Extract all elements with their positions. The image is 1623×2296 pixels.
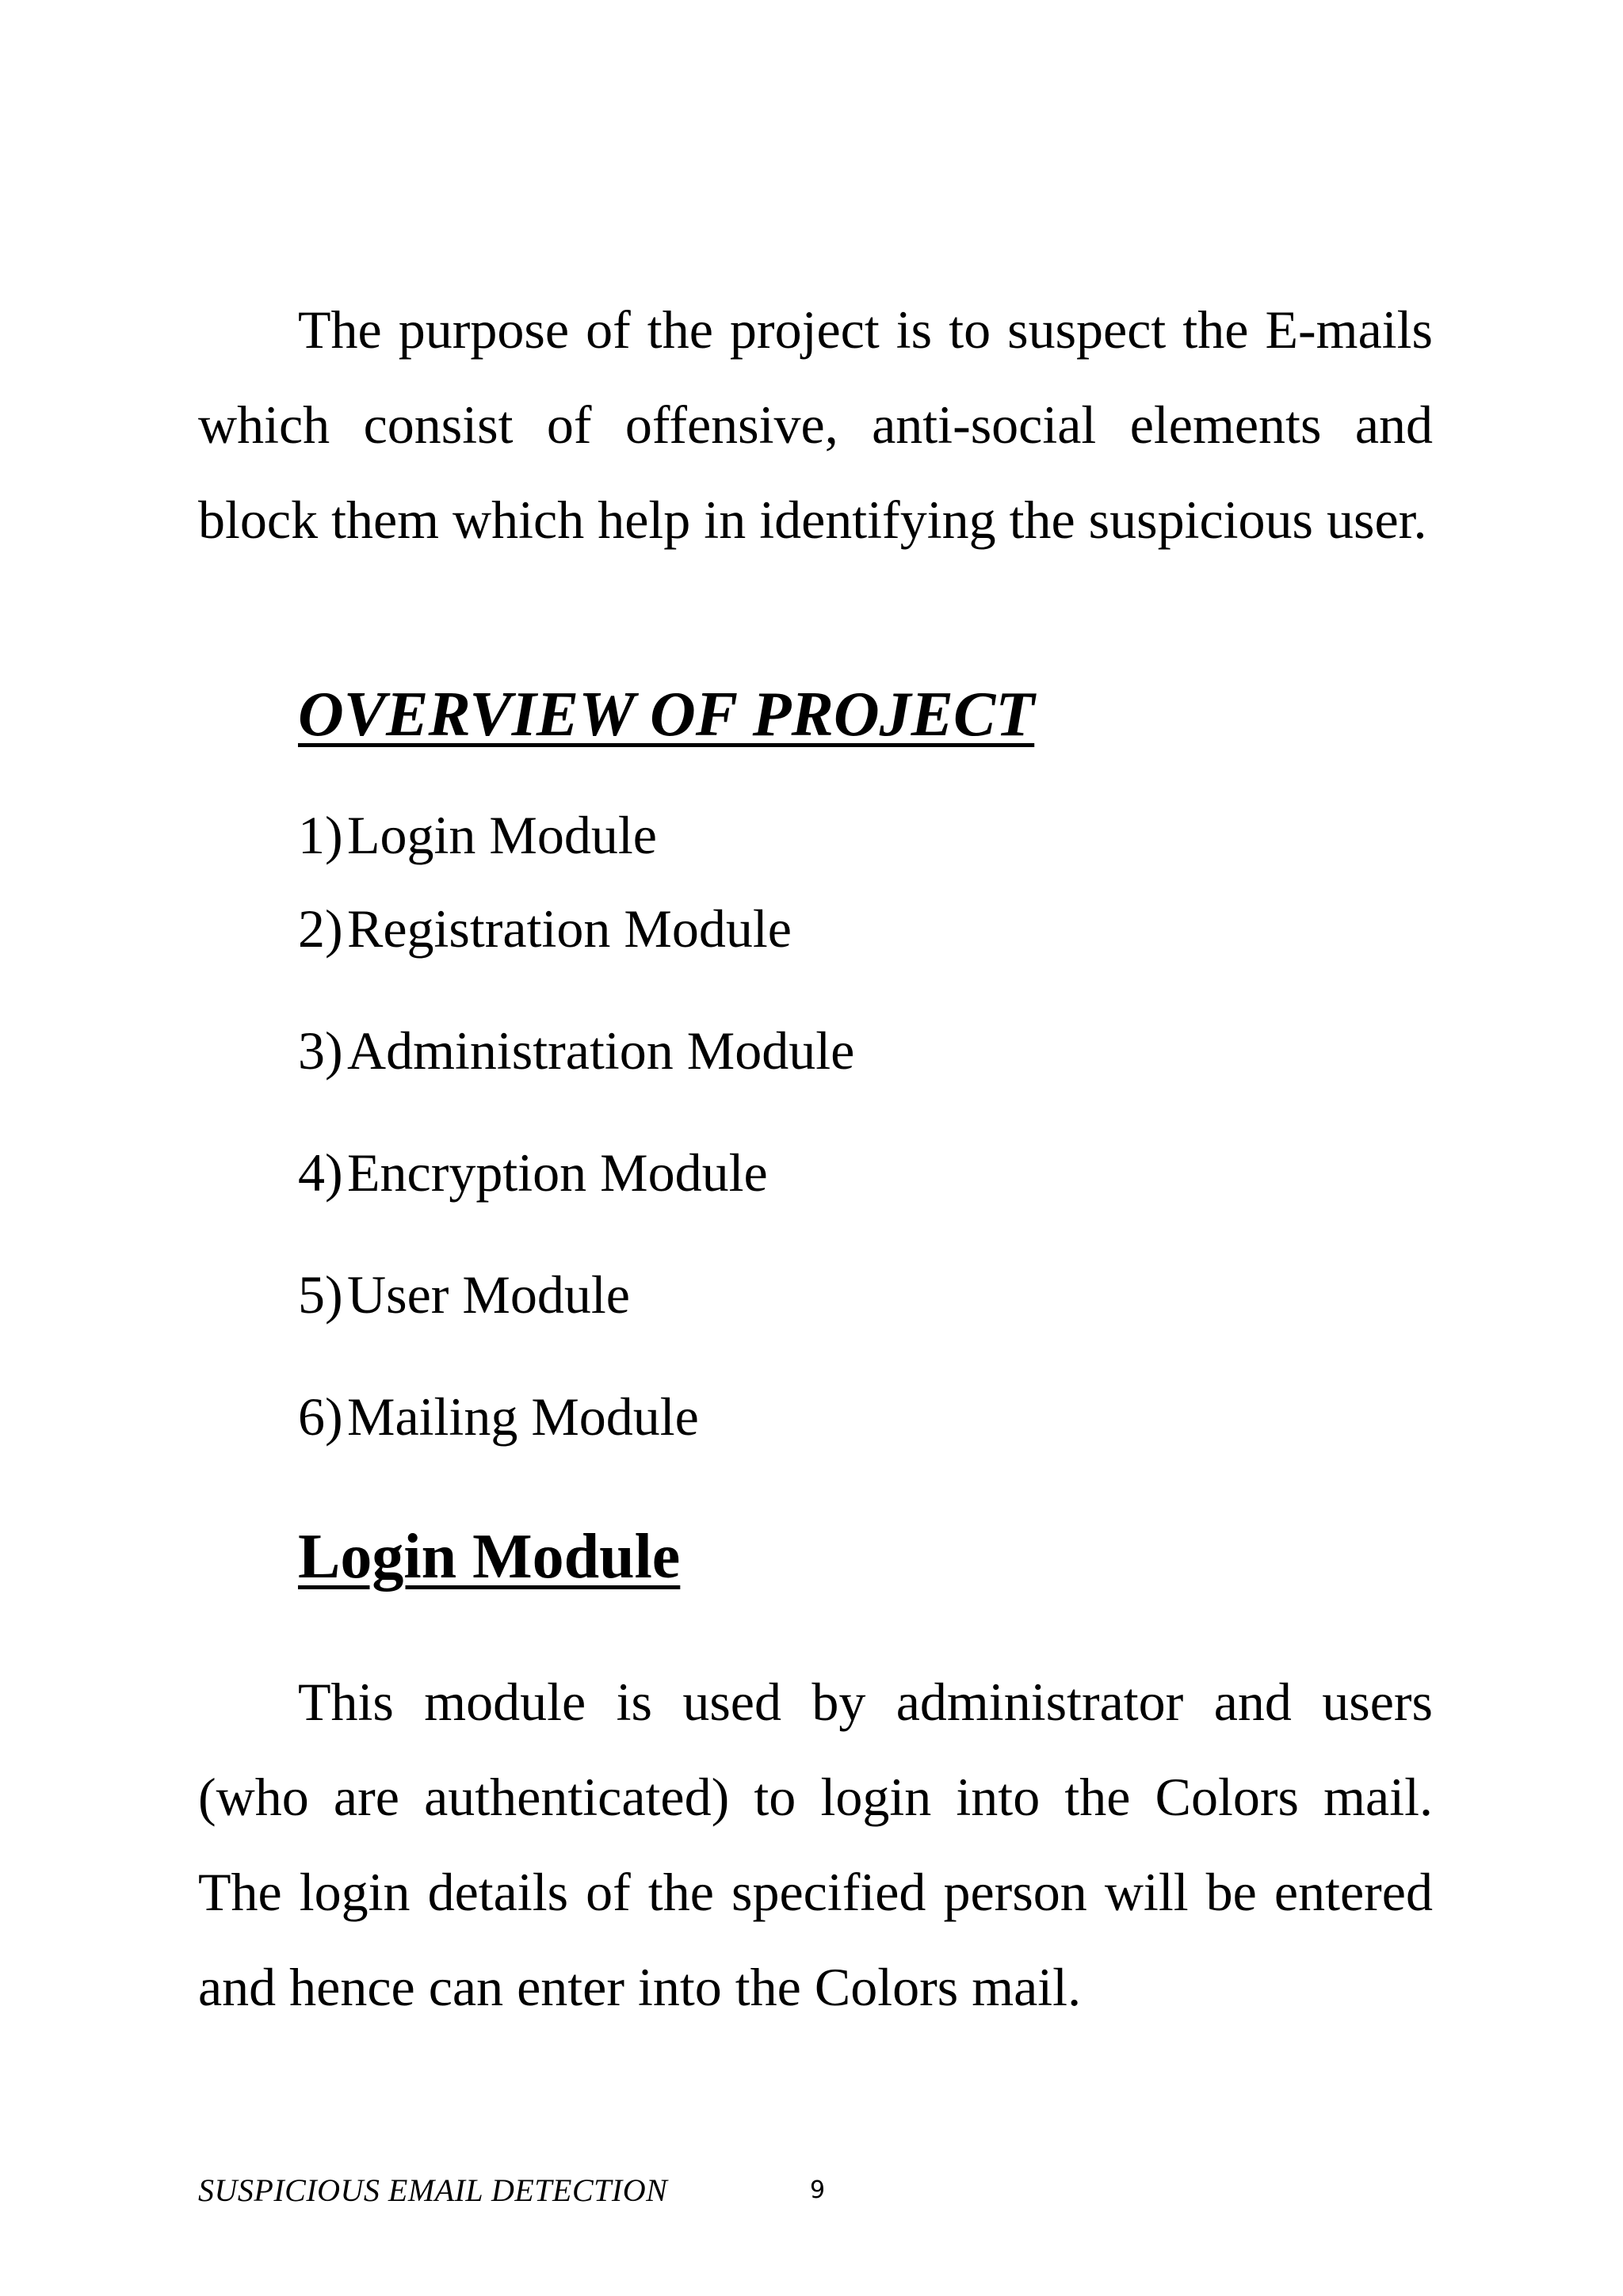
list-item-number: 4) xyxy=(298,1142,343,1203)
list-item-number: 2) xyxy=(298,898,343,959)
list-item xyxy=(298,897,792,960)
list-item xyxy=(298,1385,699,1448)
intro-paragraph: The purpose of the project is to suspect the E-mails which consist of offensive, anti-social elements and block them which help in identifying the suspicious user. xyxy=(198,299,1433,550)
page-number: 9 xyxy=(810,2176,826,2204)
list-item-number: 5) xyxy=(298,1264,343,1325)
list-item-label: Administration Module xyxy=(347,1020,855,1081)
list-item-label: Login Module xyxy=(347,805,657,865)
list-item-label: User Module xyxy=(347,1264,630,1325)
list-item-number: 1) xyxy=(298,805,343,865)
login-module-heading: Login Module xyxy=(298,1522,681,1592)
list-item-label: Registration Module xyxy=(347,898,792,959)
overview-heading: OVERVIEW OF PROJECT xyxy=(298,680,1035,749)
list-item xyxy=(298,1019,854,1082)
list-item-number: 3) xyxy=(298,1020,343,1081)
list-item-label: Encryption Module xyxy=(347,1142,768,1203)
login-module-paragraph: This module is used by administrator and users (who are authenticated) to login into the Colors mail. The login details of the specified person will be entered and hence can enter into the Colors mail. xyxy=(198,1672,1433,2017)
list-item xyxy=(298,1141,768,1204)
list-item xyxy=(298,1263,630,1326)
list-item xyxy=(298,803,657,867)
list-item-label: Mailing Module xyxy=(347,1386,699,1447)
footer-title: SUSPICIOUS EMAIL DETECTION xyxy=(198,2172,668,2208)
list-item-number: 6) xyxy=(298,1386,343,1447)
